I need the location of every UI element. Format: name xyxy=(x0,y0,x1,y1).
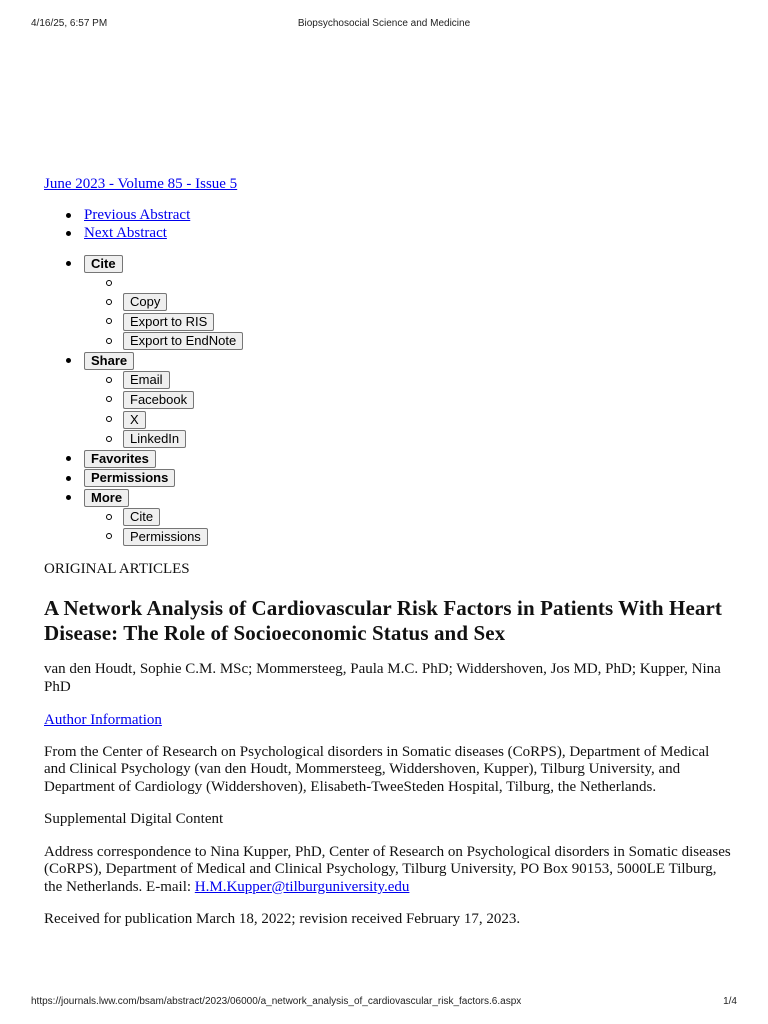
cite-menu-empty-item xyxy=(84,274,734,292)
share-x-button[interactable]: X xyxy=(123,411,146,429)
tool-cite xyxy=(44,254,734,350)
article-tools xyxy=(44,254,734,546)
more-menu-item xyxy=(84,508,734,527)
cite-menu-item xyxy=(84,293,734,312)
nav-item-previous xyxy=(44,206,734,224)
tool-favorites xyxy=(44,449,734,468)
more-menu-item xyxy=(84,527,734,546)
cite-menu-item xyxy=(84,312,734,331)
cite-button[interactable]: Cite xyxy=(84,255,123,273)
more-menu xyxy=(84,508,734,546)
affiliation-text: From the Center of Research on Psychological disorders in Somatic diseases (CoRPS), Department of Medical and Clinical Psychology (van den Houdt, Mommersteeg, Widdershoven, Kupper), Tilburg University, and Department of Cardiology (Widdershoven), Elisabeth-TweeSteden Hospital, Tilburg, the Netherlands. xyxy=(44,743,710,795)
export-ris-button[interactable]: Export to RIS xyxy=(123,313,214,331)
email-link[interactable]: H.M.Kupper@tilburguniversity.edu xyxy=(194,878,410,895)
tool-permissions xyxy=(44,469,734,488)
share-menu-item xyxy=(84,371,734,390)
article-section-label: ORIGINAL ARTICLES xyxy=(44,560,190,577)
issue-link[interactable]: June 2023 - Volume 85 - Issue 5 xyxy=(44,176,238,192)
share-menu-item xyxy=(84,430,734,449)
share-menu-item xyxy=(84,390,734,409)
share-menu-item xyxy=(84,410,734,429)
print-page-number: 1/4 xyxy=(723,996,737,1007)
next-abstract-link[interactable]: Next Abstract xyxy=(84,225,167,241)
nav-item-next xyxy=(44,224,734,242)
cite-menu-item xyxy=(84,332,734,351)
print-datetime: 4/16/25, 6:57 PM xyxy=(31,18,108,29)
received-dates: Received for publication March 18, 2022; revision received February 17, 2023. xyxy=(44,911,521,928)
cite-menu xyxy=(84,274,734,351)
share-facebook-button[interactable]: Facebook xyxy=(123,391,194,409)
export-endnote-button[interactable]: Export to EndNote xyxy=(123,332,243,350)
article-title: A Network Analysis of Cardiovascular Risk Factors in Patients With Heart Disease: The Role of Socioeconomic Status and Sex xyxy=(44,595,723,645)
copy-citation-button[interactable]: Copy xyxy=(123,293,167,311)
supplemental-content-label: Supplemental Digital Content xyxy=(44,811,224,828)
print-url: https://journals.lww.com/bsam/abstract/2023/06000/a_network_analysis_of_cardiovascular_risk_factors.6.aspx xyxy=(31,996,522,1007)
correspondence-address: Address correspondence to Nina Kupper, PhD, Center of Research on Psychological disorders in Somatic diseases (CoRPS), Department of Medical and Clinical Psychology, Tilburg University, PO Box 90153, 5000LE Tilburg, the Netherlands. E-mail: xyxy=(44,843,731,895)
permissions-button[interactable]: Permissions xyxy=(84,469,175,487)
tool-share xyxy=(44,351,734,448)
more-permissions-button[interactable]: Permissions xyxy=(123,528,208,546)
article-nav xyxy=(44,206,734,242)
tool-more xyxy=(44,488,734,546)
article-authors: van den Houdt, Sophie C.M. MSc; Mommersteeg, Paula M.C. PhD; Widdershoven, Jos MD, PhD; Kupper, Nina PhD xyxy=(44,660,721,695)
previous-abstract-link[interactable]: Previous Abstract xyxy=(84,207,191,223)
share-button[interactable]: Share xyxy=(84,352,134,370)
more-button[interactable]: More xyxy=(84,489,129,507)
share-email-button[interactable]: Email xyxy=(123,371,170,389)
article-content xyxy=(44,175,734,929)
author-information-link[interactable]: Author Information xyxy=(44,711,162,728)
print-page-title: Biopsychosocial Science and Medicine xyxy=(297,18,471,29)
share-linkedin-button[interactable]: LinkedIn xyxy=(123,430,186,448)
more-cite-button[interactable]: Cite xyxy=(123,508,160,526)
favorites-button[interactable]: Favorites xyxy=(84,450,156,468)
correspondence-text xyxy=(44,844,734,897)
share-menu xyxy=(84,371,734,448)
